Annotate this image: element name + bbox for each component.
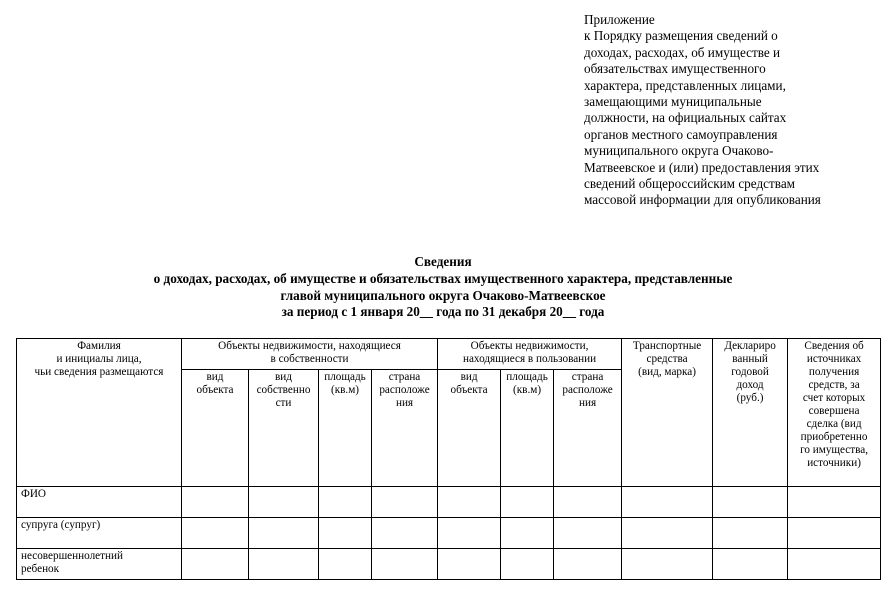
document-title: Сведения	[414, 254, 472, 269]
document-subtitle: главой муниципального округа Очаково-Матвеевское	[280, 287, 606, 303]
appendix-block	[584, 12, 856, 209]
table-cell	[438, 549, 501, 580]
table-cell	[713, 549, 788, 580]
document-period: за период с 1 января 20__ года по 31 декабря 20__ года	[281, 304, 605, 320]
appendix-line: доходах, расходах, об имуществе и	[584, 44, 781, 60]
column-header-income: Деклариро ванный годовой доход (руб.)	[713, 339, 788, 487]
table-cell	[713, 518, 788, 549]
document-heading	[0, 254, 886, 321]
appendix-line: Приложение	[584, 12, 655, 27]
row-label: несовершеннолетний ребенок	[17, 549, 182, 580]
table-cell	[788, 487, 881, 518]
row-label: супруга (супруг)	[17, 518, 182, 549]
appendix-line: муниципального округа Очаково-	[584, 143, 774, 159]
table-cell	[182, 549, 249, 580]
column-header-used-area: площадь (кв.м)	[501, 370, 554, 487]
table-cell	[249, 487, 319, 518]
column-header-used-type: вид объекта	[438, 370, 501, 487]
row-label: ФИО	[17, 487, 182, 518]
table-row	[17, 549, 881, 580]
table-cell	[501, 487, 554, 518]
table-cell	[438, 518, 501, 549]
column-header-sources: Сведения об источниках получения средств, за счет которых совершена сделка (вид приобретенно го имущества, источники)	[788, 339, 881, 487]
table-cell	[622, 549, 713, 580]
table-cell	[713, 487, 788, 518]
table-row	[17, 487, 881, 518]
column-header-owned-type: вид объекта	[182, 370, 249, 487]
table-cell	[319, 487, 372, 518]
appendix-line: Матвеевское и (или) предоставления этих	[584, 159, 820, 175]
column-group-owned-property: Объекты недвижимости, находящиеся в собственности	[182, 339, 438, 370]
appendix-line: органов местного самоуправления	[584, 126, 778, 142]
appendix-line: к Порядку размещения сведений о	[584, 28, 778, 44]
appendix-line: обязательствах имущественного	[584, 61, 766, 77]
appendix-line: характера, представленных лицами,	[584, 77, 786, 93]
table-cell	[372, 549, 438, 580]
table-cell	[788, 518, 881, 549]
table-cell	[501, 518, 554, 549]
appendix-line: должности, на официальных сайтах	[584, 110, 787, 126]
column-group-used-property: Объекты недвижимости, находящиеся в пользовании	[438, 339, 622, 370]
table-row	[17, 518, 881, 549]
table-cell	[438, 487, 501, 518]
column-header-transport: Транспортные средства (вид, марка)	[622, 339, 713, 487]
table-cell	[249, 518, 319, 549]
table-cell	[501, 549, 554, 580]
table-cell	[182, 487, 249, 518]
document-subtitle: о доходах, расходах, об имуществе и обязательствах имущественного характера, представленные	[153, 270, 733, 286]
table-cell	[622, 487, 713, 518]
table-cell	[372, 487, 438, 518]
information-table	[16, 338, 881, 580]
appendix-line: сведений общероссийским средствам	[584, 176, 796, 192]
table-cell	[788, 549, 881, 580]
column-header-person: Фамилия и инициалы лица, чьи сведения размещаются	[17, 339, 182, 487]
table-cell	[372, 518, 438, 549]
column-header-owned-ownership: вид собственно сти	[249, 370, 319, 487]
table-cell	[319, 549, 372, 580]
column-header-owned-area: площадь (кв.м)	[319, 370, 372, 487]
appendix-line: массовой информации для опубликования	[584, 192, 821, 208]
table-cell	[622, 518, 713, 549]
column-header-owned-country: страна расположе ния	[372, 370, 438, 487]
column-header-used-country: страна расположе ния	[554, 370, 622, 487]
table-cell	[319, 518, 372, 549]
appendix-line: замещающими муниципальные	[584, 94, 762, 110]
table-cell	[554, 518, 622, 549]
table-cell	[249, 549, 319, 580]
table-header-row	[17, 339, 881, 370]
table-cell	[554, 549, 622, 580]
table-cell	[554, 487, 622, 518]
table-cell	[182, 518, 249, 549]
